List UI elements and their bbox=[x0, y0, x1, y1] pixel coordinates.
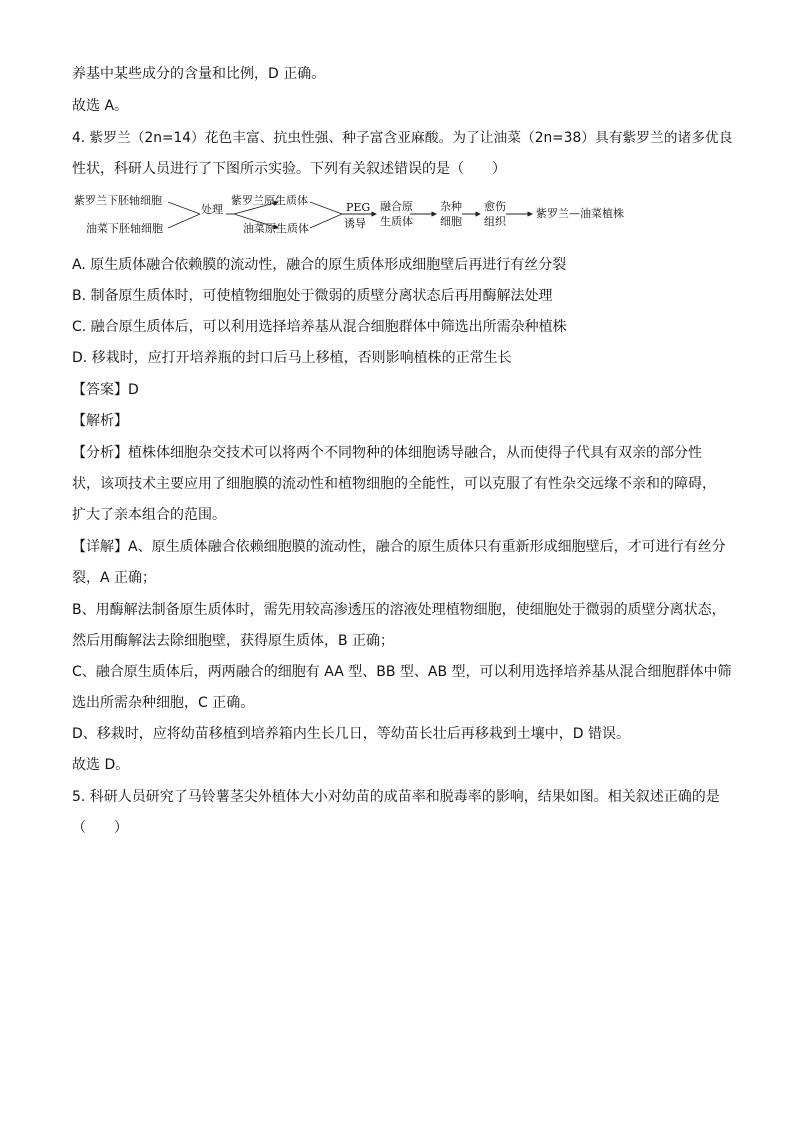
analysis-text: 【分析】植株体细胞杂交技术可以将两个不同物种的体细胞诱导融合，从而使得子代具有双亲的部分性 bbox=[72, 445, 702, 461]
hybrid-cell-line2: 细胞 bbox=[440, 215, 462, 228]
detail-text: D、移栽时，应将幼苗移植到培养箱内生长几日，等幼苗长壮后再移栽到土壤中，D 错误。 bbox=[72, 726, 631, 742]
source-rape-cells: 油菜下胚轴细胞 bbox=[86, 222, 163, 235]
option-c: C. 融合原生质体后，可以利用选择培养基从混合细胞群体中筛选出所需杂种植株 bbox=[72, 319, 567, 335]
question-4-stem-cont: 性状，科研人员进行了下图所示实验。下列有关叙述错误的是（ ） bbox=[72, 161, 506, 177]
analysis-heading: 【解析】 bbox=[72, 413, 128, 429]
answer-line: 【答案】D bbox=[72, 382, 139, 398]
converge-line-bottom bbox=[168, 214, 200, 228]
fused-protoplast-line1: 融合原 bbox=[380, 200, 413, 213]
detail-text: 故选 D。 bbox=[72, 757, 130, 773]
callus-line2: 组织 bbox=[484, 215, 506, 228]
detail-text: B、用酶解法制备原生质体时，需先用较高渗透压的溶液处理植物细胞，使细胞处于微弱的质壁分离状态， bbox=[72, 602, 726, 618]
question-4-stem: 4. 紫罗兰（2n=14）花色丰富、抗虫性强、种子富含亚麻酸。为了让油菜（2n=38）具有紫罗兰的诸多优良 bbox=[72, 130, 733, 146]
analysis-text: 状，该项技术主要应用了细胞膜的流动性和植物细胞的全能性，可以克服了有性杂交远缘不亲和的障碍， bbox=[72, 476, 716, 492]
fused-protoplast-line2: 生质体 bbox=[380, 215, 413, 228]
rape-protoplast: 油菜原生质体 bbox=[243, 222, 309, 235]
experiment-flow-diagram bbox=[70, 190, 630, 242]
induce-label: 诱导 bbox=[344, 217, 366, 230]
source-violet-cells: 紫罗兰下胚轴细胞 bbox=[74, 194, 162, 207]
final-plant: 紫罗兰—油菜植株 bbox=[536, 207, 624, 220]
converge-line-top bbox=[168, 202, 200, 214]
question-5-stem-cont: （ ） bbox=[72, 820, 128, 836]
detail-text: 选出所需杂种细胞，C 正确。 bbox=[72, 695, 255, 711]
step-treatment: 处理 bbox=[201, 203, 223, 216]
option-b: B. 制备原生质体时，可使植物细胞处于微弱的质壁分离状态后再用酶解法处理 bbox=[72, 288, 553, 304]
detail-text: C、融合原生质体后，两两融合的细胞有 AA 型、BB 型、AB 型，可以利用选择培养基从混合细胞群体中筛 bbox=[72, 664, 732, 680]
detail-text: 然后用酶解法去除细胞壁，获得原生质体，B 正确； bbox=[72, 633, 395, 649]
text-line: 故选 A。 bbox=[72, 98, 129, 114]
detail-text: 【详解】A、原生质体融合依赖细胞膜的流动性，融合的原生质体只有重新形成细胞壁后，才可进行有丝分 bbox=[72, 539, 726, 555]
violet-protoplast: 紫罗兰原生质体 bbox=[231, 194, 308, 207]
peg-label: PEG bbox=[346, 201, 371, 214]
detail-text: 裂，A 正确； bbox=[72, 570, 157, 586]
text-line: 养基中某些成分的含量和比例，D 正确。 bbox=[72, 66, 326, 82]
option-d: D. 移栽时，应打开培养瓶的封口后马上移植，否则影响植株的正常生长 bbox=[72, 350, 512, 366]
question-5-stem: 5. 科研人员研究了马铃薯茎尖外植体大小对幼苗的成苗率和脱毒率的影响，结果如图。相关叙述正确的是 bbox=[72, 789, 720, 805]
option-a: A. 原生质体融合依赖膜的流动性，融合的原生质体形成细胞壁后再进行有丝分裂 bbox=[72, 257, 567, 273]
analysis-text: 扩大了亲本组合的范围。 bbox=[72, 507, 226, 523]
hybrid-cell-line1: 杂种 bbox=[440, 200, 462, 213]
callus-line1: 愈伤 bbox=[484, 200, 506, 213]
